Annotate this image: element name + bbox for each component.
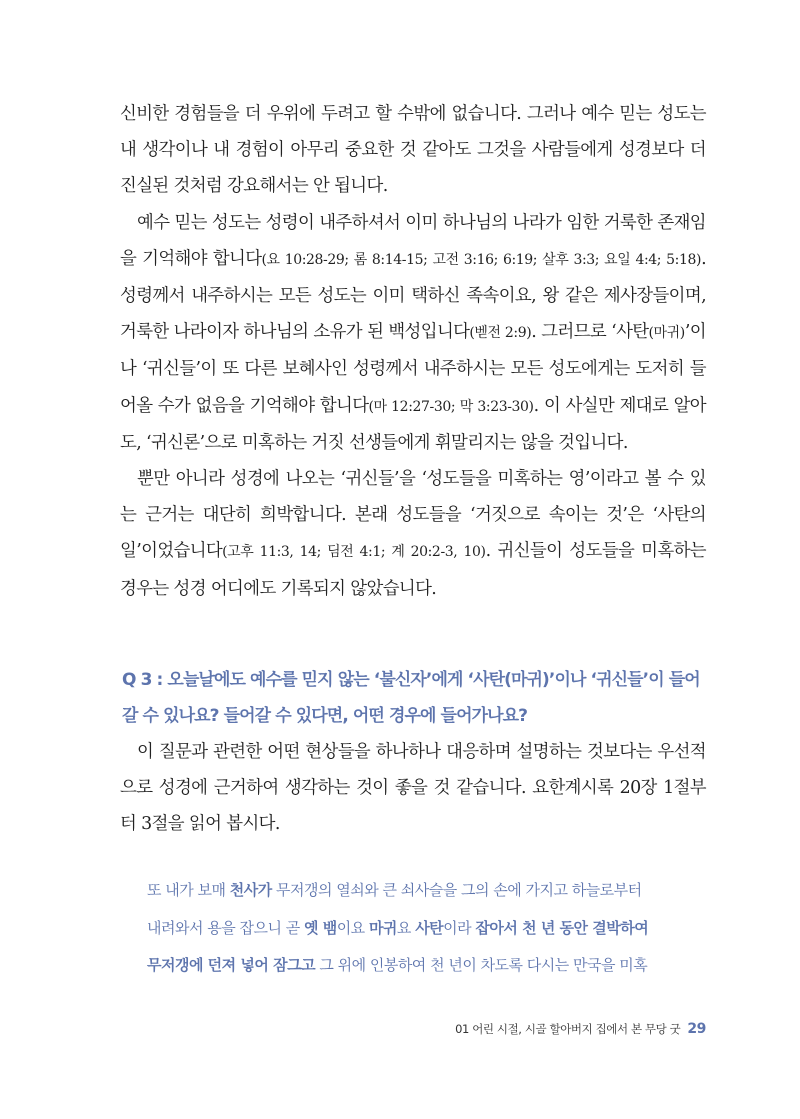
paragraph-3-text: 뿐만 아니라 성경에 나오는 ‘귀신들’을 ‘성도들을 미혹하는 영’이라고 볼 수 있는 근거는 대단히 희박합니다. 본래 성도들을 ‘거짓으로 속이는 것’은 ‘사탄의 일’이었습니다 [120, 469, 706, 562]
paragraph-2-text: 예수 믿는 성도는 성령이 내주하셔서 이미 하나님의 나라가 임한 거룩한 존재임을 기억해야 합니다 [120, 212, 706, 269]
scripture-emphasis: 사탄 [415, 918, 444, 937]
paragraph-3-text: . 귀신들이 성도들을 미혹하는 경우는 성경 어디에도 기록되지 않았습니다. [120, 541, 706, 599]
scripture-text: 또 내가 보매 [147, 881, 230, 899]
scripture-emphasis: 마귀 [368, 918, 397, 937]
scripture-reference: (요 10:28-29; 롬 8:14-15; 고전 3:16; 6:19; 살후 3:3; 요일 4:4; 5:18) [261, 251, 702, 268]
paragraph-2-text: . 그러므로 ‘사탄 [531, 322, 649, 343]
paragraph-2 [120, 205, 706, 461]
scripture-quote [147, 872, 703, 985]
scripture-reference: (마 12:27-30; 막 3:23-30) [368, 398, 534, 415]
scripture-line-3 [147, 947, 703, 985]
scripture-text: 무저갱의 열쇠와 큰 쇠사슬을 그의 손에 가지고 하늘로부터 [271, 881, 642, 899]
scripture-emphasis: 잡아서 천 년 동안 결박하여 [475, 918, 649, 937]
paragraph-2-text: ’이나 ‘귀신들’이 또 다른 보혜사인 성령께서 내주하시는 모든 성도에게는 도저히 들어올 수가 없음을 기억해야 합니다 [120, 322, 706, 416]
parenthetical-note: (마귀) [648, 325, 685, 342]
scripture-reference: (벧전 2:9) [469, 325, 532, 342]
body-text [120, 96, 706, 607]
scripture-text: 이요 [336, 918, 369, 937]
page-number: 29 [687, 1021, 706, 1037]
question-heading: Q 3 : 오늘날에도 예수를 믿지 않는 ‘불신자’에게 ‘사탄(마귀)’이나 ‘귀신들’이 들어갈 수 있나요? 들어갈 수 있다면, 어떤 경우에 들어가나요? [122, 670, 700, 727]
scripture-text: 이라 [443, 918, 476, 937]
scripture-reference: (고후 11:3, 14; 딤전 4:1; 계 20:2-3, 10) [222, 544, 486, 561]
paragraph-2-text: . 성령께서 내주하시는 모든 성도는 이미 택하신 족속이요, 왕 같은 제사장들이며, 거룩한 나라이자 하나님의 소유가 된 백성입니다 [120, 248, 706, 343]
paragraph-2-text: . 이 사실만 제대로 알아도, ‘귀신론’으로 미혹하는 거짓 선생들에게 휘말리지는 않을 것입니다. [120, 395, 706, 453]
scripture-line-1 [147, 872, 703, 910]
answer-text [120, 734, 706, 843]
scripture-text: 요 [396, 918, 416, 937]
paragraph-3 [120, 461, 706, 607]
answer-paragraph: 이 질문과 관련한 어떤 현상들을 하나하나 대응하며 설명하는 것보다는 우선적으로 성경에 근거하여 생각하는 것이 좋을 것 같습니다. 요한계시록 20장 1절부터 3절을 읽어 봅시다. [120, 742, 706, 835]
page-footer [455, 1021, 706, 1037]
paragraph-1: 신비한 경험들을 더 우위에 두려고 할 수밖에 없습니다. 그러나 예수 믿는 성도는 내 생각이나 내 경험이 아무리 중요한 것 같아도 그것을 사람들에게 성경보다 더 진실된 것처럼 강요해서는 안 됩니다. [120, 104, 706, 197]
scripture-text: 그 위에 인봉하여 천 년이 차도록 다시는 만국을 미혹 [315, 956, 648, 975]
scripture-emphasis: 옛 뱀 [303, 918, 337, 937]
scripture-line-2 [147, 910, 703, 948]
scripture-emphasis: 천사가 [229, 881, 272, 899]
scripture-text: 내려와서 용을 잡으니 곧 [147, 918, 304, 937]
scripture-emphasis: 무저갱에 던져 넣어 잠그고 [147, 956, 316, 975]
running-title: 01 어린 시절, 시골 할아버지 집에서 본 무당 굿 [455, 1022, 681, 1036]
